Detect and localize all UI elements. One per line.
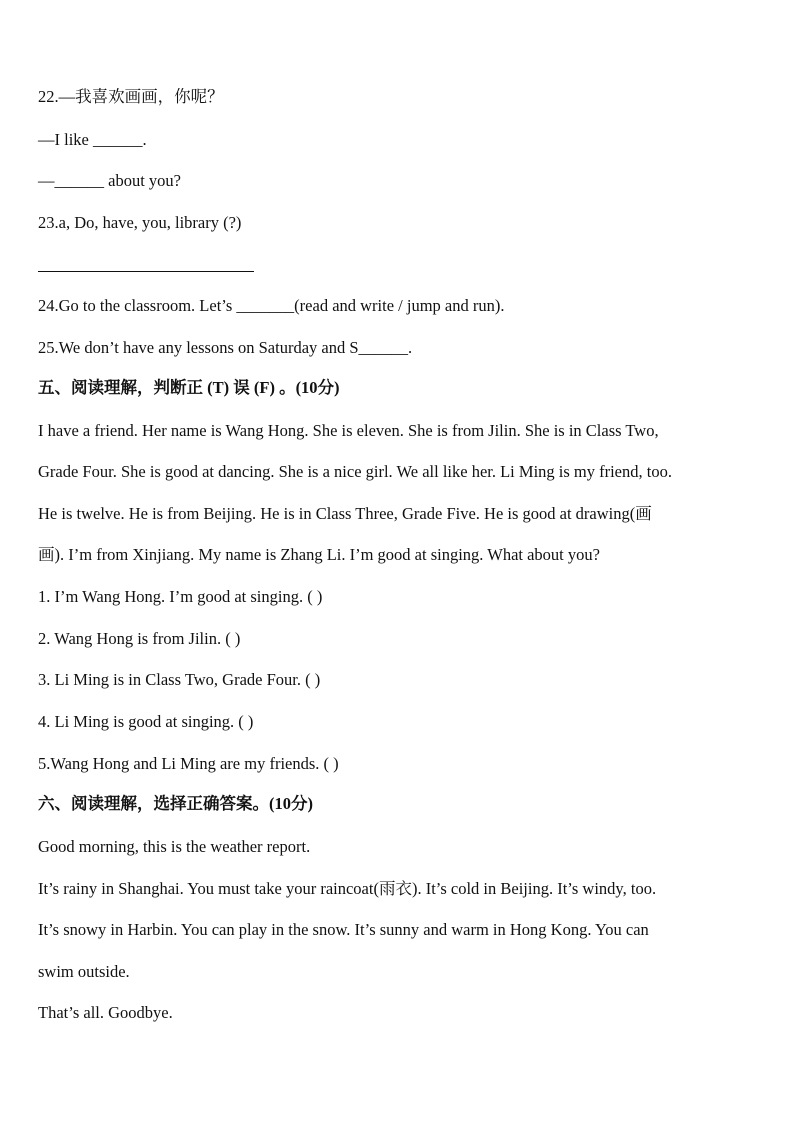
question-23: 23.a, Do, have, you, library (?) <box>38 213 242 232</box>
question-24: 24.Go to the classroom. Let’s _______(read and write / jump and run). <box>38 296 505 315</box>
question-25: 25.We don’t have any lessons on Saturday and S______. <box>38 338 413 357</box>
passage-5-line-4: 画). I’m from Xinjiang. My name is Zhang Li. I’m good at singing. What about you? <box>38 545 600 564</box>
passage-6-line-4: swim outside. <box>38 962 130 981</box>
passage-6-line-5: That’s all. Goodbye. <box>38 1003 173 1022</box>
statement-3: 3. Li Ming is in Class Two, Grade Four. ( ) <box>38 670 321 689</box>
question-22-prompt: 22.—我喜欢画画，你呢？ <box>38 87 224 106</box>
passage-6-line-2: It’s rainy in Shanghai. You must take your raincoat(雨衣). It’s cold in Beijing. It’s windy, too. <box>38 879 657 898</box>
passage-5-line-1: I have a friend. Her name is Wang Hong. She is eleven. She is from Jilin. She is in Class Two, <box>38 421 659 440</box>
passage-6-line-1: Good morning, this is the weather report. <box>38 837 311 856</box>
question-22-line-1: —I like ______. <box>38 130 147 149</box>
section-5-heading: 五、阅读理解，判断正 (T) 误 (F) 。(10分) <box>38 378 340 397</box>
statement-4: 4. Li Ming is good at singing. ( ) <box>38 712 254 731</box>
statement-2: 2. Wang Hong is from Jilin. ( ) <box>38 629 241 648</box>
answer-line-23 <box>38 271 254 272</box>
statement-5: 5.Wang Hong and Li Ming are my friends. ( ) <box>38 754 339 773</box>
section-6-heading: 六、阅读理解，选择正确答案。(10分) <box>38 794 313 813</box>
passage-5-line-3: He is twelve. He is from Beijing. He is in Class Three, Grade Five. He is good at drawing(画 <box>38 504 652 523</box>
statement-1: 1. I’m Wang Hong. I’m good at singing. ( ) <box>38 587 323 606</box>
passage-6-line-3: It’s snowy in Harbin. You can play in the snow. It’s sunny and warm in Hong Kong. You can <box>38 920 649 939</box>
question-22-line-2: —______ about you? <box>38 171 181 190</box>
passage-5-line-2: Grade Four. She is good at dancing. She is a nice girl. We all like her. Li Ming is my friend, too. <box>38 462 672 481</box>
